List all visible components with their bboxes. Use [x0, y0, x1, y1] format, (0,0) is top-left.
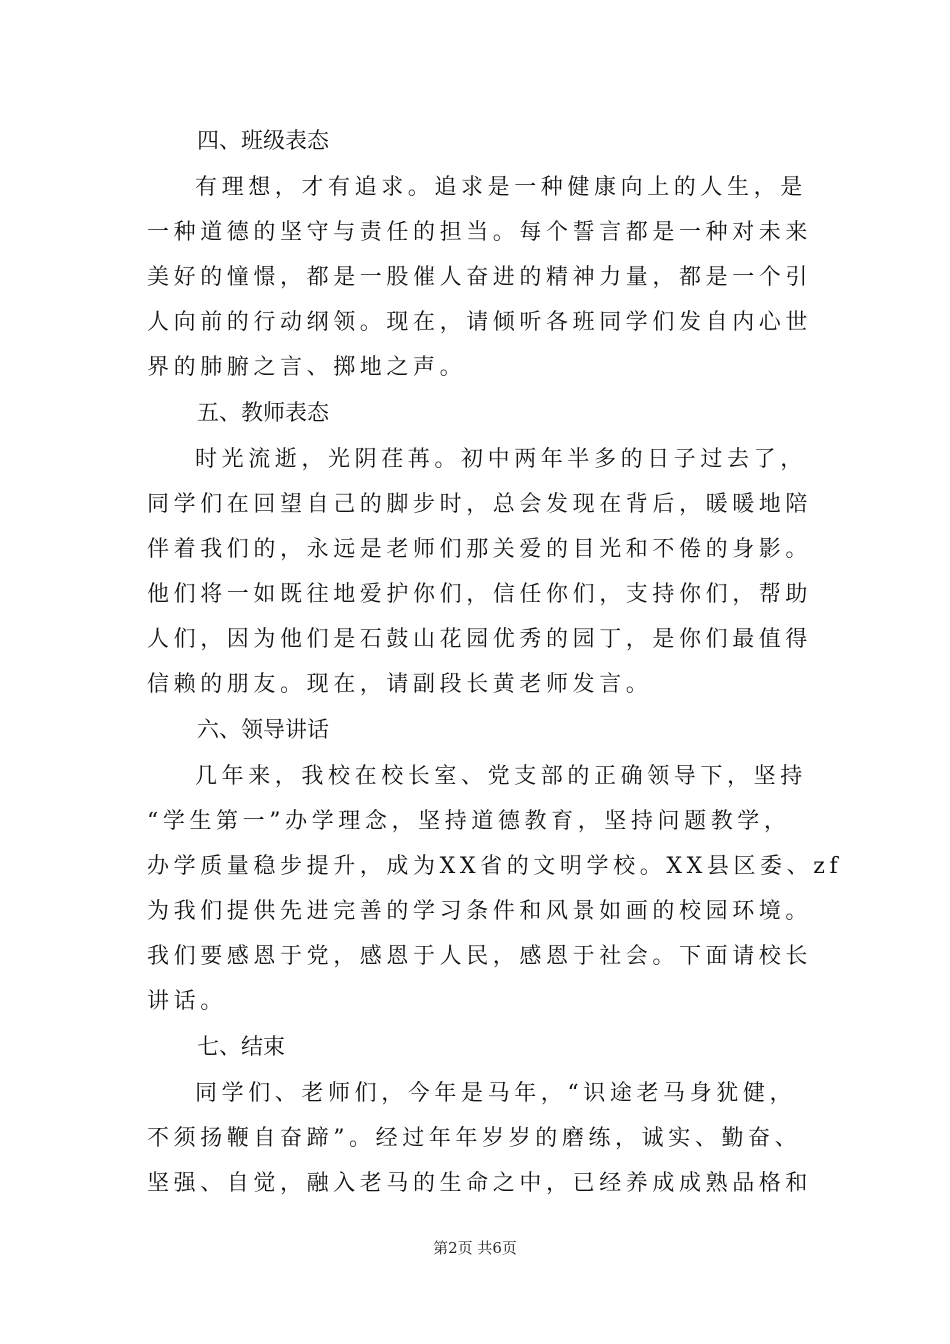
- page-footer: 第2页 共6页: [433, 1239, 517, 1257]
- paragraph-line: 我们要感恩于党，感恩于人民，感恩于社会。下面请校长: [147, 944, 813, 969]
- paragraph-line: “学生第一”办学理念，坚持道德教育，坚持问题教学，: [147, 809, 791, 834]
- paragraph-line: 不须扬鞭自奋蹄”。经过年年岁岁的磨练，诚实、勤奋、: [147, 1126, 802, 1151]
- section-heading: 五、教师表态: [197, 401, 330, 426]
- paragraph-line: 讲话。: [147, 989, 227, 1014]
- section-closing: [147, 1024, 813, 1206]
- paragraph-line: 同学们、老师们，今年是马年，“识途老马身犹健，: [195, 1081, 797, 1106]
- section-teacher-pledge: [147, 390, 813, 707]
- paragraph-line: 办学质量稳步提升，成为XX省的文明学校。XX县区委、zf: [147, 854, 843, 879]
- paragraph-line: 人向前的行动纲领。现在，请倾听各班同学们发自内心世: [147, 310, 813, 335]
- paragraph-line: 信赖的朋友。现在，请副段长黄老师发言。: [147, 672, 653, 697]
- paragraph-line: 坚强、自觉，融入老马的生命之中，已经养成成熟品格和: [147, 1171, 813, 1196]
- paragraph-line: 人们，因为他们是石鼓山花园优秀的园丁，是你们最值得: [147, 627, 813, 652]
- paragraph-line: 同学们在回望自己的脚步时，总会发现在背后，暖暖地陪: [147, 492, 813, 517]
- section-heading: 六、领导讲话: [197, 718, 330, 743]
- section-heading: 四、班级表态: [197, 129, 330, 154]
- section-leader-speech: [147, 707, 843, 1024]
- section-class-pledge: [147, 118, 813, 390]
- paragraph-line: 一种道德的坚守与责任的担当。每个誓言都是一种对未来: [147, 220, 813, 245]
- paragraph-line: 伴着我们的，永远是老师们那关爱的目光和不倦的身影。: [147, 537, 813, 562]
- document-body: [147, 118, 843, 1206]
- paragraph-line: 有理想，才有追求。追求是一种健康向上的人生，是: [195, 175, 807, 200]
- paragraph-line: 几年来，我校在校长室、党支部的正确领导下，坚持: [195, 764, 807, 789]
- paragraph-line: 为我们提供先进完善的学习条件和风景如画的校园环境。: [147, 899, 813, 924]
- paragraph-line: 界的肺腑之言、掷地之声。: [147, 355, 467, 380]
- section-heading: 七、结束: [197, 1035, 286, 1060]
- paragraph-line: 他们将一如既往地爱护你们，信任你们，支持你们，帮助: [147, 582, 813, 607]
- paragraph-line: 时光流逝，光阴荏苒。初中两年半多的日子过去了，: [195, 447, 807, 472]
- paragraph-line: 美好的憧憬，都是一股催人奋进的精神力量，都是一个引: [147, 265, 813, 290]
